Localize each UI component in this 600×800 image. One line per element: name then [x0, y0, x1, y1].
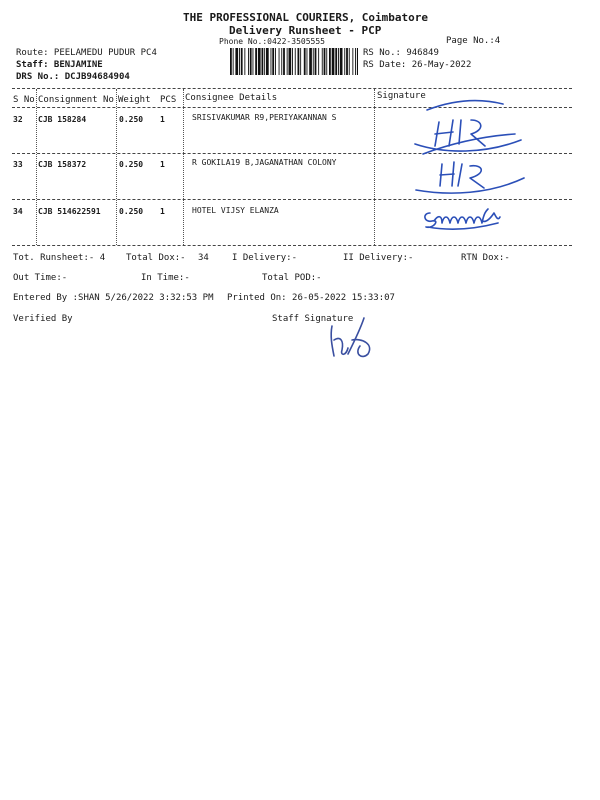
barcode-image [230, 48, 358, 75]
column-header-signature: Signature [377, 91, 426, 101]
row-sno: 34 [13, 207, 23, 216]
column-divider [36, 89, 37, 245]
row-consignment-no: CJB 158284 [38, 115, 87, 124]
rs-number: RS No.: 946849 [363, 48, 439, 58]
rtn-dox-label: RTN Dox:- [461, 253, 510, 263]
total-dox-value: 34 [198, 253, 209, 263]
company-name: THE PROFESSIONAL COURIERS, Coimbatore [183, 11, 429, 24]
in-time-label: In Time:- [141, 273, 190, 283]
column-divider [183, 89, 184, 245]
row-weight: 0.250 [119, 160, 144, 169]
column-header-sno: S No [13, 95, 35, 105]
row-consignment-no: CJB 514622591 [38, 207, 101, 216]
handwritten-signature-row-1 [405, 96, 525, 158]
total-pod-label: Total POD:- [262, 273, 322, 283]
row-consignee: R GOKILA19 B,JAGANATHAN COLONY [192, 158, 337, 167]
printed-on: Printed On: 26-05-2022 15:33:07 [227, 293, 395, 303]
row-consignee: SRISIVAKUMAR R9,PERIYAKANNAN S [192, 113, 337, 122]
staff-label: Staff: BENJAMINE [16, 60, 103, 70]
table-top-rule [12, 88, 572, 89]
row-consignee: HOTEL VIJSY ELANZA [192, 206, 279, 215]
total-runsheet: Tot. Runsheet:- 4 [13, 253, 106, 263]
column-header-pcs: PCS [160, 95, 177, 105]
row-pcs: 1 [160, 115, 165, 124]
total-dox-label: Total Dox:- [126, 253, 186, 263]
staff-signature-label: Staff Signature [272, 314, 354, 324]
row-sno: 33 [13, 160, 23, 169]
column-header-weight: Weight [118, 95, 151, 105]
rs-date: RS Date: 26-May-2022 [363, 60, 472, 70]
verified-by-label: Verified By [13, 314, 73, 324]
route-label: Route: PEELAMEDU PUDUR PC4 [16, 48, 157, 58]
phone-number: Phone No.:0422-3505555 [219, 37, 325, 46]
row-weight: 0.250 [119, 207, 144, 216]
row-weight: 0.250 [119, 115, 144, 124]
column-divider [116, 89, 117, 245]
row-pcs: 1 [160, 160, 165, 169]
entered-by: Entered By :SHAN 5/26/2022 3:32:53 PM [13, 293, 214, 303]
column-header-consignment: Consignment No [38, 95, 114, 105]
ii-delivery-label: II Delivery:- [343, 253, 414, 263]
document-title: Delivery Runsheet - PCP [229, 24, 382, 37]
table-bottom-rule [12, 245, 572, 246]
page-number: Page No.:4 [446, 36, 501, 46]
column-divider [374, 89, 375, 245]
handwritten-signature-row-2 [410, 156, 530, 198]
drs-number: DRS No.: DCJB94684904 [16, 72, 130, 82]
row-divider [12, 199, 572, 200]
row-pcs: 1 [160, 207, 165, 216]
handwritten-signature-row-3 [420, 203, 510, 233]
row-sno: 32 [13, 115, 23, 124]
row-consignment-no: CJB 158372 [38, 160, 87, 169]
staff-signature-mark [318, 310, 382, 360]
out-time-label: Out Time:- [13, 273, 68, 283]
column-header-consignee: Consignee Details [185, 93, 278, 103]
i-delivery-label: I Delivery:- [232, 253, 298, 263]
